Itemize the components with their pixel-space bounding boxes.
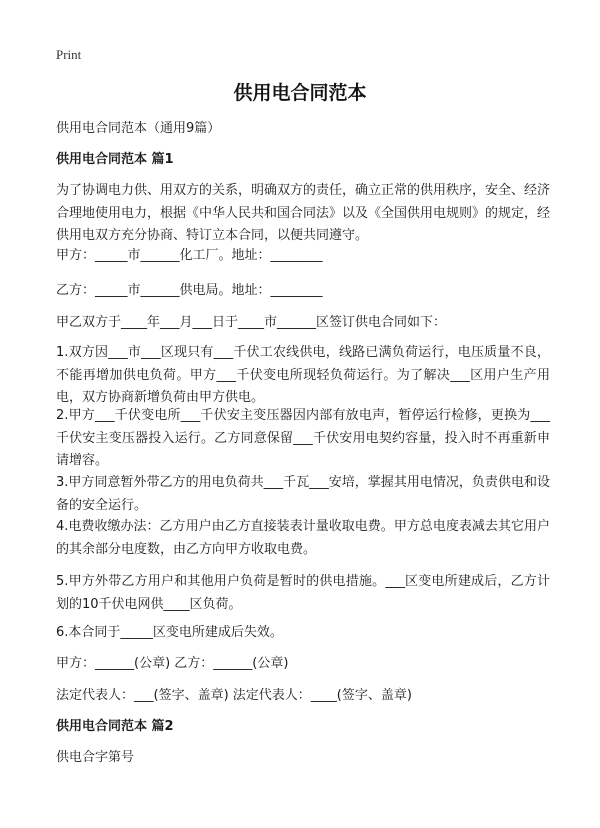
clause-1: 1.双方因___市___区现只有___千伏工农线供电，线路已满负荷运行，电压质量不良，不能再增加供电负荷。甲方___千伏变电所现轻负荷运行。为了解决___区用户生产用电，双方协商新增负荷由甲方供电。 <box>56 345 550 405</box>
document-subtitle: 供用电合同范本（通用9篇） <box>56 121 221 136</box>
sign-date-line: 甲乙双方于____年___月___日于____市______区签订供电合同如下： <box>56 315 447 330</box>
intro-paragraph: 为了协调电力供、用双方的关系，明确双方的责任，确立正常的供用秩序，安全、经济合理地使用电力，根据《中华人民共和国合同法》以及《全国供用电规则》的规定，经供用电双方充分协商、特订立本合同，以便共同遵守。 <box>56 183 551 243</box>
signature-representatives-line: 法定代表人：___(签字、盖章) 法定代表人：____(签字、盖章) <box>56 688 412 703</box>
clause-5: 5.甲方外带乙方用户和其他用户负荷是暂时的供电措施。___区变电所建成后，乙方计划的10千伏电网供____区负荷。 <box>56 574 550 612</box>
clause-2: 2.甲方___千伏变电所___千伏安主变压器因内部有放电声，暂停运行检修，更换为___千伏安主变压器投入运行。乙方同意保留___千伏安用电契约容量，投入时不再重新申请增容。 <box>56 408 550 468</box>
clause-6: 6.本合同于_____区变电所建成后失效。 <box>56 625 283 640</box>
print-link[interactable]: Print <box>56 47 82 62</box>
section-heading-1: 供用电合同范本 篇1 <box>56 152 174 167</box>
signature-parties-line: 甲方：______(公章) 乙方：______(公章) <box>56 656 289 671</box>
page-title: 供用电合同范本 <box>233 82 367 104</box>
party-b-line: 乙方：_____市______供电局。地址：________ <box>56 283 323 298</box>
section-heading-2: 供用电合同范本 篇2 <box>56 719 174 734</box>
contract-number-line: 供电合字第号 <box>56 750 135 765</box>
party-a-line: 甲方：_____市______化工厂。地址：________ <box>56 248 323 263</box>
clause-3: 3.甲方同意暂外带乙方的用电负荷共___千瓦___安培，掌握其用电情况，负责供电和设备的安全运行。 <box>56 475 550 513</box>
clause-4: 4.电费收缴办法：乙方用户由乙方直接装表计量收取电费。甲方总电度表减去其它用户的其余部分电度数，由乙方向甲方收取电费。 <box>56 519 550 557</box>
